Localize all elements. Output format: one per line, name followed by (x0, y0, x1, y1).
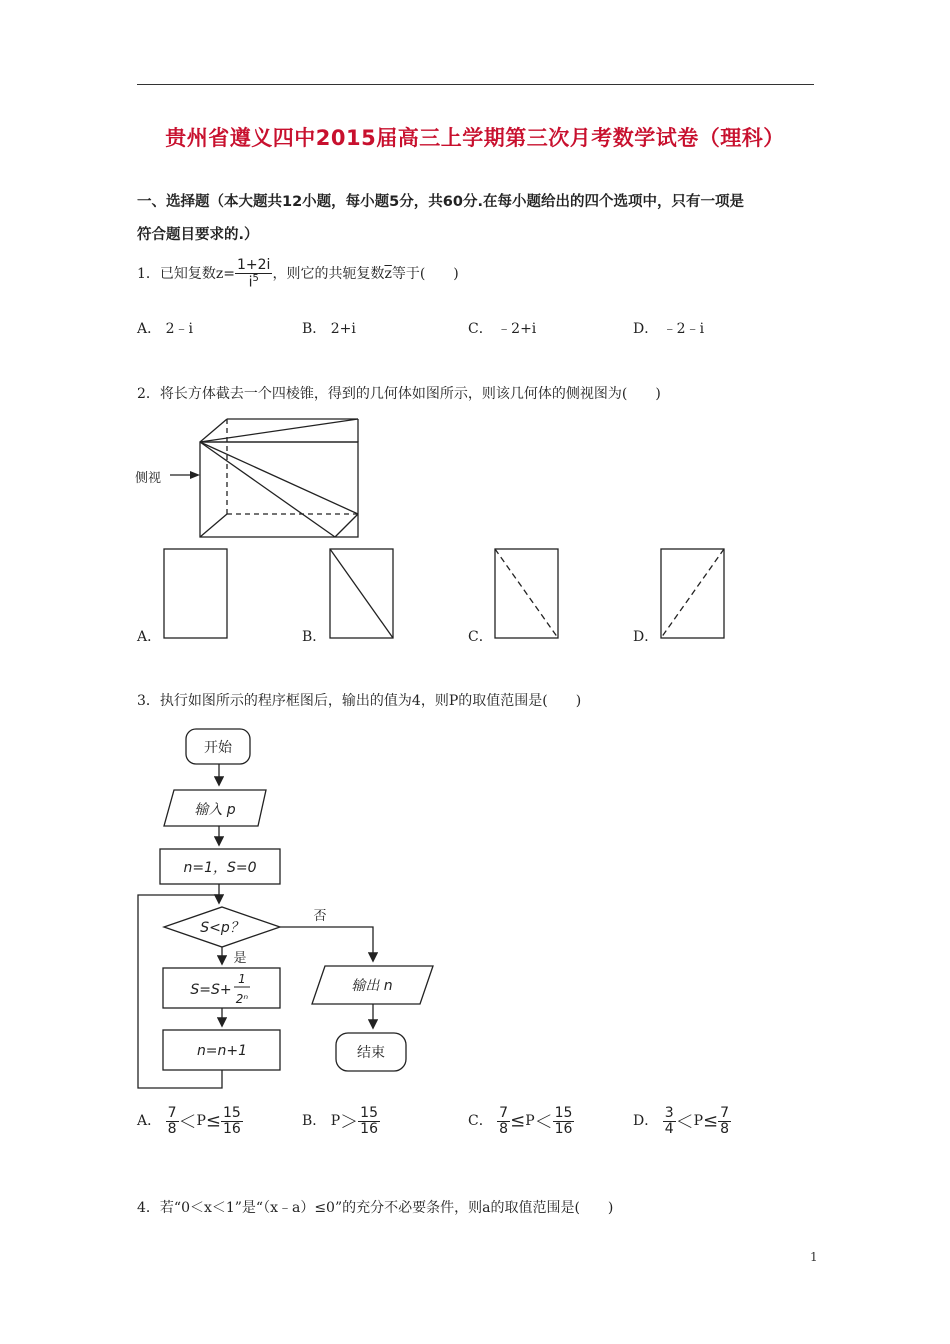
flow-output-text: 输出 n (351, 978, 393, 994)
q1-fraction (235, 258, 272, 290)
q2-option-a-figure (163, 548, 229, 640)
q3-option-b: B． P＞ $\frac{15}{16}$ (302, 1105, 378, 1137)
q2-solid-figure (130, 412, 370, 542)
q2-side-view-label: 侧视 (135, 471, 162, 486)
question-3: 3．执行如图所示的程序框图后，输出的值为4，则P的取值范围是( ) (137, 693, 582, 709)
q1-suffix-a: ，则它的共轭复数 (272, 266, 385, 283)
q1-prefix: 1．已知复数z= (137, 266, 236, 283)
q3-option-c: C． $\frac{7}{8}$ ≤P＜ $\frac{15}{16}$ (468, 1105, 573, 1137)
q2-option-c: C． (468, 629, 493, 645)
page-number: 1 (810, 1250, 818, 1264)
q2-option-d: D． (633, 629, 659, 645)
flow-init-text: n=1，S=0 (183, 860, 257, 876)
q3-option-a: A． $\frac{7}{8}$ ＜P≤ $\frac{15}{16}$ (137, 1105, 241, 1137)
q1-den-exp: 5 (252, 272, 259, 284)
flow-input-text: 输入 p (194, 802, 236, 818)
page-title: 贵州省遵义四中2015届高三上学期第三次月考数学试卷（理科） (165, 126, 785, 150)
flow-end-text: 结束 (357, 1045, 385, 1061)
section-heading (137, 186, 817, 252)
flow-update-s-text: S=S+ (190, 982, 232, 998)
q1-option-a: A． 2﹣i (137, 321, 193, 337)
question-2: 2．将长方体截去一个四棱锥，得到的几何体如图所示，则该几何体的侧视图为( ) (137, 386, 661, 402)
q1-conj-var: $\overline{z}$ (384, 266, 392, 283)
question-1 (137, 258, 459, 290)
q2-option-b: B． (302, 629, 327, 645)
flow-yes-label: 是 (233, 951, 247, 966)
q1-frac-den (235, 274, 272, 290)
q3-flowchart (130, 722, 440, 1092)
q1-option-b: B． 2+i (302, 321, 356, 337)
flow-no-label: 否 (313, 909, 327, 924)
q1-den-base: i (248, 274, 253, 291)
flow-update-n-text: n=n+1 (196, 1043, 248, 1059)
q1-frac-num: 1+2i (237, 257, 271, 273)
flow-update-s-den: 2ⁿ (235, 992, 249, 1006)
flow-cond-text: S<p？ (200, 920, 244, 936)
q1-option-c: C． ﹣2+i (468, 321, 537, 337)
flow-start-text: 开始 (204, 740, 232, 756)
q2-option-a: A． (137, 629, 162, 645)
flow-update-s-num: 1 (238, 972, 246, 986)
section-heading-line2: 符合题目要求的.） (137, 227, 259, 243)
q2-option-c-figure (494, 548, 560, 640)
section-heading-line1: 一、选择题（本大题共12小题，每小题5分，共60分.在每小题给出的四个选项中，只有一项是 (137, 194, 744, 210)
q1-suffix-b: 等于( ) (391, 266, 459, 283)
q2-option-b-figure (329, 548, 395, 640)
q3-option-d: D． $\frac{3}{4}$ ＜P≤ $\frac{7}{8}$ (633, 1105, 730, 1137)
q2-option-d-figure (660, 548, 726, 640)
q1-option-d: D． ﹣2﹣i (633, 321, 705, 337)
question-4: 4．若“0＜x＜1”是“（x﹣a）≤0”的充分不必要条件，则a的取值范围是( ) (137, 1200, 614, 1216)
header-rule (137, 84, 814, 85)
